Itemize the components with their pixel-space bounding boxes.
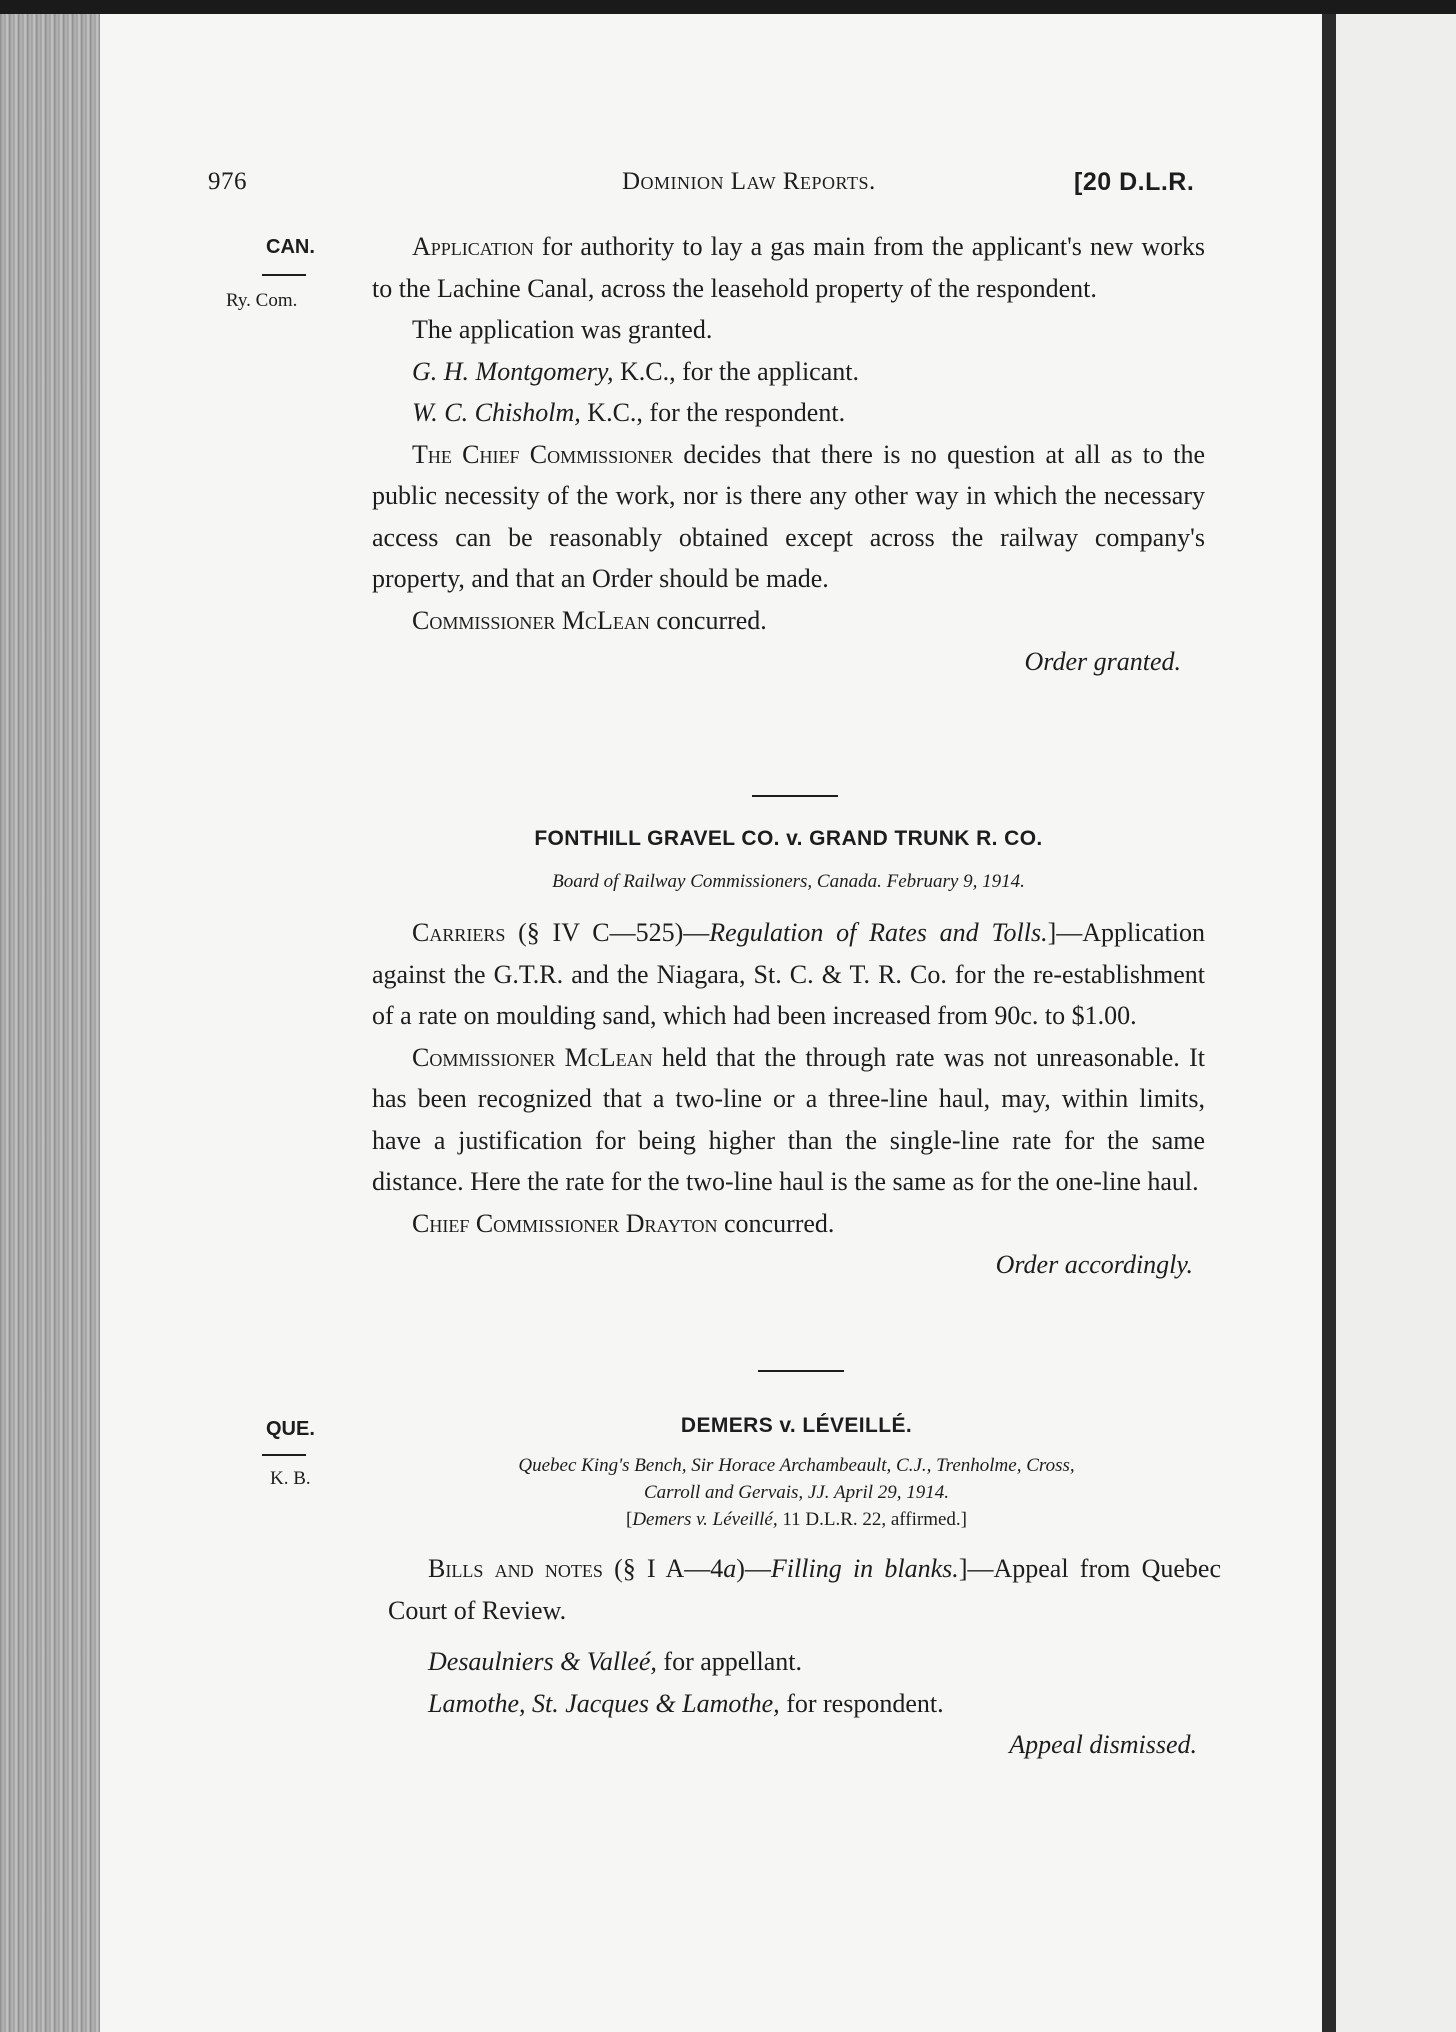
case3-counsel1-name: Desaulniers & Valleé, (428, 1647, 657, 1676)
case3-court-block (380, 1452, 1213, 1533)
case2-concur-text: concurred. (717, 1208, 835, 1238)
case2-concur-lead: Chief Commissioner Drayton (412, 1208, 718, 1238)
case2-title: FONTHILL GRAVEL CO. v. GRAND TRUNK R. CO. (534, 827, 1043, 850)
case1-body (372, 226, 1205, 683)
case3-head-topic: Filling in blanks. (770, 1554, 959, 1583)
case2-opinion-text: held that the through rate was not unreasonable. It has been recognized that a two-line or a three-line haul, may, within limits, have a justification for being higher than the single-line rate for the same distance. Here the rate for the two-line haul is the same as for the one-line haul. (372, 1042, 1206, 1196)
case2-head-text: ]—Application against the G.T.R. and the Niagara, St. C. & T. R. Co. for the re-establishment of a rate on moulding sand, which had been increased from 90c. to $1.00. (372, 918, 1206, 1030)
case2-opinion-paragraph (372, 1037, 1205, 1203)
case1-counsel1-name: G. H. Montgomery, (412, 356, 614, 386)
scan-top-band (0, 0, 1456, 14)
section-divider-2 (758, 1370, 844, 1372)
case2-head-lead: Carriers (412, 918, 506, 947)
case1-concur-paragraph (372, 600, 1205, 642)
case3-head-text: ]—Appeal from Quebec Court of Review. (388, 1554, 1221, 1625)
case1-result-text: Order granted. (1024, 647, 1181, 676)
case2-concur-paragraph (372, 1203, 1205, 1245)
case1-counsel-respondent (372, 392, 1205, 434)
margin-rule (262, 274, 306, 276)
volume-reference (1074, 168, 1194, 197)
case2-opinion-lead: Commissioner McLean (412, 1042, 653, 1072)
page-number: 976 (208, 168, 247, 195)
case2-headnote (372, 912, 1205, 1037)
case1-application-paragraph (372, 226, 1205, 309)
case3-title: DEMERS v. LÉVEILLÉ. (680, 1414, 913, 1437)
case3-affirmed-open: [ (625, 1509, 633, 1530)
case3-date: April 29, 1914. (833, 1482, 950, 1503)
case1-p1-text: for authority to lay a gas main from the applicant's new works to the Lachine Canal, across the leasehold property of the respondent. (372, 232, 1205, 303)
case2-date: February 9, 1914. (886, 871, 1025, 892)
case3-counsel-appellant (388, 1641, 1221, 1683)
case2-court-line (372, 868, 1205, 895)
case1-granted-paragraph: The application was granted. (412, 315, 713, 344)
case3-affirmed-case: Demers v. Léveillé, (632, 1509, 778, 1530)
case2-head-topic: Regulation of Rates and Tolls. (709, 918, 1048, 947)
case3-judges: Carroll and Gervais, JJ. (643, 1482, 830, 1503)
volume-text: [20 D.L.R. (1074, 168, 1195, 196)
case3-result-text: Appeal dismissed. (1009, 1730, 1197, 1759)
case2-result-text: Order accordingly. (995, 1250, 1193, 1279)
case3-counsel2-name: Lamothe, St. Jacques & Lamothe, (428, 1688, 780, 1718)
book-spine (1322, 14, 1336, 2032)
case3-body (388, 1548, 1221, 1766)
case3-counsel2-role: for respondent. (779, 1688, 944, 1718)
case1-counsel2-name: W. C. Chisholm, (412, 398, 581, 427)
case3-result (388, 1724, 1221, 1766)
case3-affirmed-line (380, 1506, 1213, 1533)
case1-result (372, 641, 1205, 683)
case2-result (372, 1244, 1205, 1286)
case3-counsel-respondent (388, 1683, 1221, 1725)
case3-head-section: (§ I A—4 (602, 1554, 724, 1583)
case3-head-lead: Bills and notes (428, 1554, 603, 1583)
case3-head-section-close: )— (736, 1554, 771, 1583)
case3-head-section-letter: a (723, 1554, 737, 1583)
case3-court-line2 (380, 1479, 1213, 1506)
case1-counsel1-role: K.C., for the applicant. (613, 356, 859, 386)
case1-concur-lead: Commissioner McLean (412, 605, 650, 635)
case3-headnote (388, 1548, 1221, 1631)
case3-counsel1-role: for appellant. (656, 1647, 803, 1676)
facing-page-edge (1336, 14, 1456, 2032)
case2-body (372, 912, 1205, 1286)
case1-counsel-applicant (372, 351, 1205, 393)
margin-court-ry-com: Ry. Com. (226, 290, 298, 311)
section-divider-1 (752, 795, 838, 797)
book-page-edges (0, 14, 104, 2032)
case3-court-line1: Quebec King's Bench, Sir Horace Archambeault, C.J., Trenholme, Cross, (518, 1455, 1075, 1476)
case1-decision-text: decides that there is no question at all as to the public necessity of the work, nor is there any other way in which the necessary access can be reasonably obtained except across the railway company's property, and that an Order should be made. (372, 439, 1205, 593)
case2-head-section: (§ IV C—525)— (505, 918, 710, 947)
margin-rule-2 (262, 1454, 306, 1456)
case1-counsel2-role: K.C., for the respondent. (580, 398, 846, 427)
case3-affirmed-text: 11 D.L.R. 22, affirmed.] (777, 1509, 968, 1530)
case1-lead: Application (412, 232, 534, 261)
case2-court: Board of Railway Commissioners, Canada. (552, 871, 882, 892)
margin-jurisdiction-que: QUE. (266, 1418, 315, 1440)
margin-court-kb: K. B. (270, 1468, 311, 1489)
case1-concur-text: concurred. (649, 605, 767, 635)
margin-jurisdiction-can: CAN. (266, 236, 315, 258)
running-title: Dominion Law Reports. (622, 168, 876, 195)
case1-decision-lead: The Chief Commissioner (412, 439, 674, 469)
case1-decision-paragraph (372, 434, 1205, 600)
